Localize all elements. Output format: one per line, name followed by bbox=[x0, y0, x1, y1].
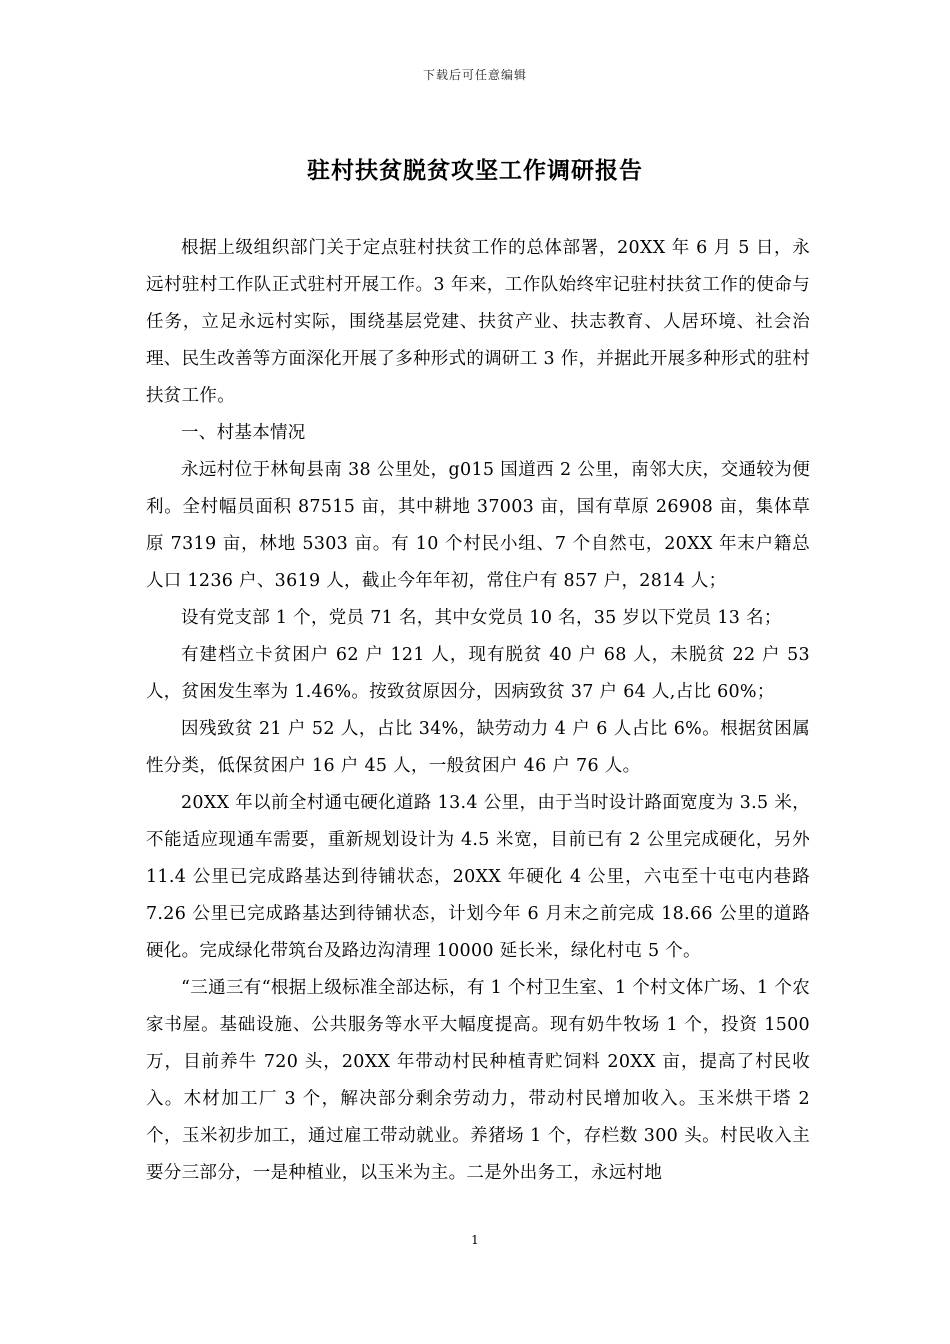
document-body bbox=[146, 230, 810, 1192]
paragraph-intro: 根据上级组织部门关于定点驻村扶贫工作的总体部署，20XX 年 6 月 5 日，永远村驻村工作队正式驻村开展工作。3 年来，工作队始终牢记驻村扶贫工作的使命与任务，立足永远村实际，围绕基层党建、扶贫产业、扶志教育、人居环境、社会治理、民生改善等方面深化开展了多种形式的调研工 3 作，并据此开展多种形式的驻村扶贫工作。 bbox=[146, 238, 810, 406]
paragraph-infrastructure: “三通三有“根据上级标准全部达标，有 1 个村卫生室、1 个村文体广场、1 个农家书屋。基础设施、公共服务等水平大幅度提高。现有奶牛牧场 1 个，投资 1500 万，目前养牛 720 头，20XX 年带动村民种植青贮饲料 20XX 亩，提高了村民收入。木材加工厂 3 个，解决部分剩余劳动力，带动村民增加收入。玉米烘干塔 2 个，玉米初步加工，通过雇工带动就业。养猪场 1 个，存栏数 300 头。村民收入主要分三部分，一是种植业，以玉米为主。二是外出务工，永远村地 bbox=[146, 978, 810, 1183]
paragraph-roads: 20XX 年以前全村通屯硬化道路 13.4 公里，由于当时设计路面宽度为 3.5 米，不能适应现通车需要，重新规划设计为 4.5 米宽，目前已有 2 公里完成硬化，另外 11.4 公里已完成路基达到待铺状态，20XX 年硬化 4 公里，六屯至十屯屯内巷路 7.26 公里已完成路基达到待铺状态，计划今年 6 月末之前完成 18.66 公里的道路硬化。完成绿化带筑台及路边沟清理 10000 延长米，绿化村屯 5 个。 bbox=[146, 793, 810, 961]
paragraph-poverty-households: 有建档立卡贫困户 62 户 121 人，现有脱贫 40 户 68 人，未脱贫 22 户 53 人，贫困发生率为 1.46%。按致贫原因分，因病致贫 37 户 64 人,占比 60%； bbox=[146, 645, 810, 702]
paragraph-poverty-causes: 因残致贫 21 户 52 人，占比 34%，缺劳动力 4 户 6 人占比 6%。根据贫困属性分类，低保贫困户 16 户 45 人，一般贫困户 46 户 76 人。 bbox=[146, 719, 810, 776]
paragraph-party-branch: 设有党支部 1 个，党员 71 名，其中女党员 10 名，35 岁以下党员 13 名； bbox=[181, 608, 782, 628]
header-note: 下载后可任意编辑 bbox=[422, 68, 527, 82]
paragraph-location: 永远村位于林甸县南 38 公里处，g015 国道西 2 公里，南邻大庆，交通较为便利。全村幅员面积 87515 亩，其中耕地 37003 亩，国有草原 26908 亩，集体草原 7319 亩，林地 5303 亩。有 10 个村民小组、7 个自然屯，20XX 年末户籍总人口 1236 户、3619 人，截止今年年初，常住户有 857 户，2814 人； bbox=[146, 460, 810, 591]
section-heading: 一、村基本情况 bbox=[181, 423, 306, 443]
page-number: 1 bbox=[471, 1233, 479, 1247]
document-title: 驻村扶贫脱贫攻坚工作调研报告 bbox=[307, 157, 643, 184]
